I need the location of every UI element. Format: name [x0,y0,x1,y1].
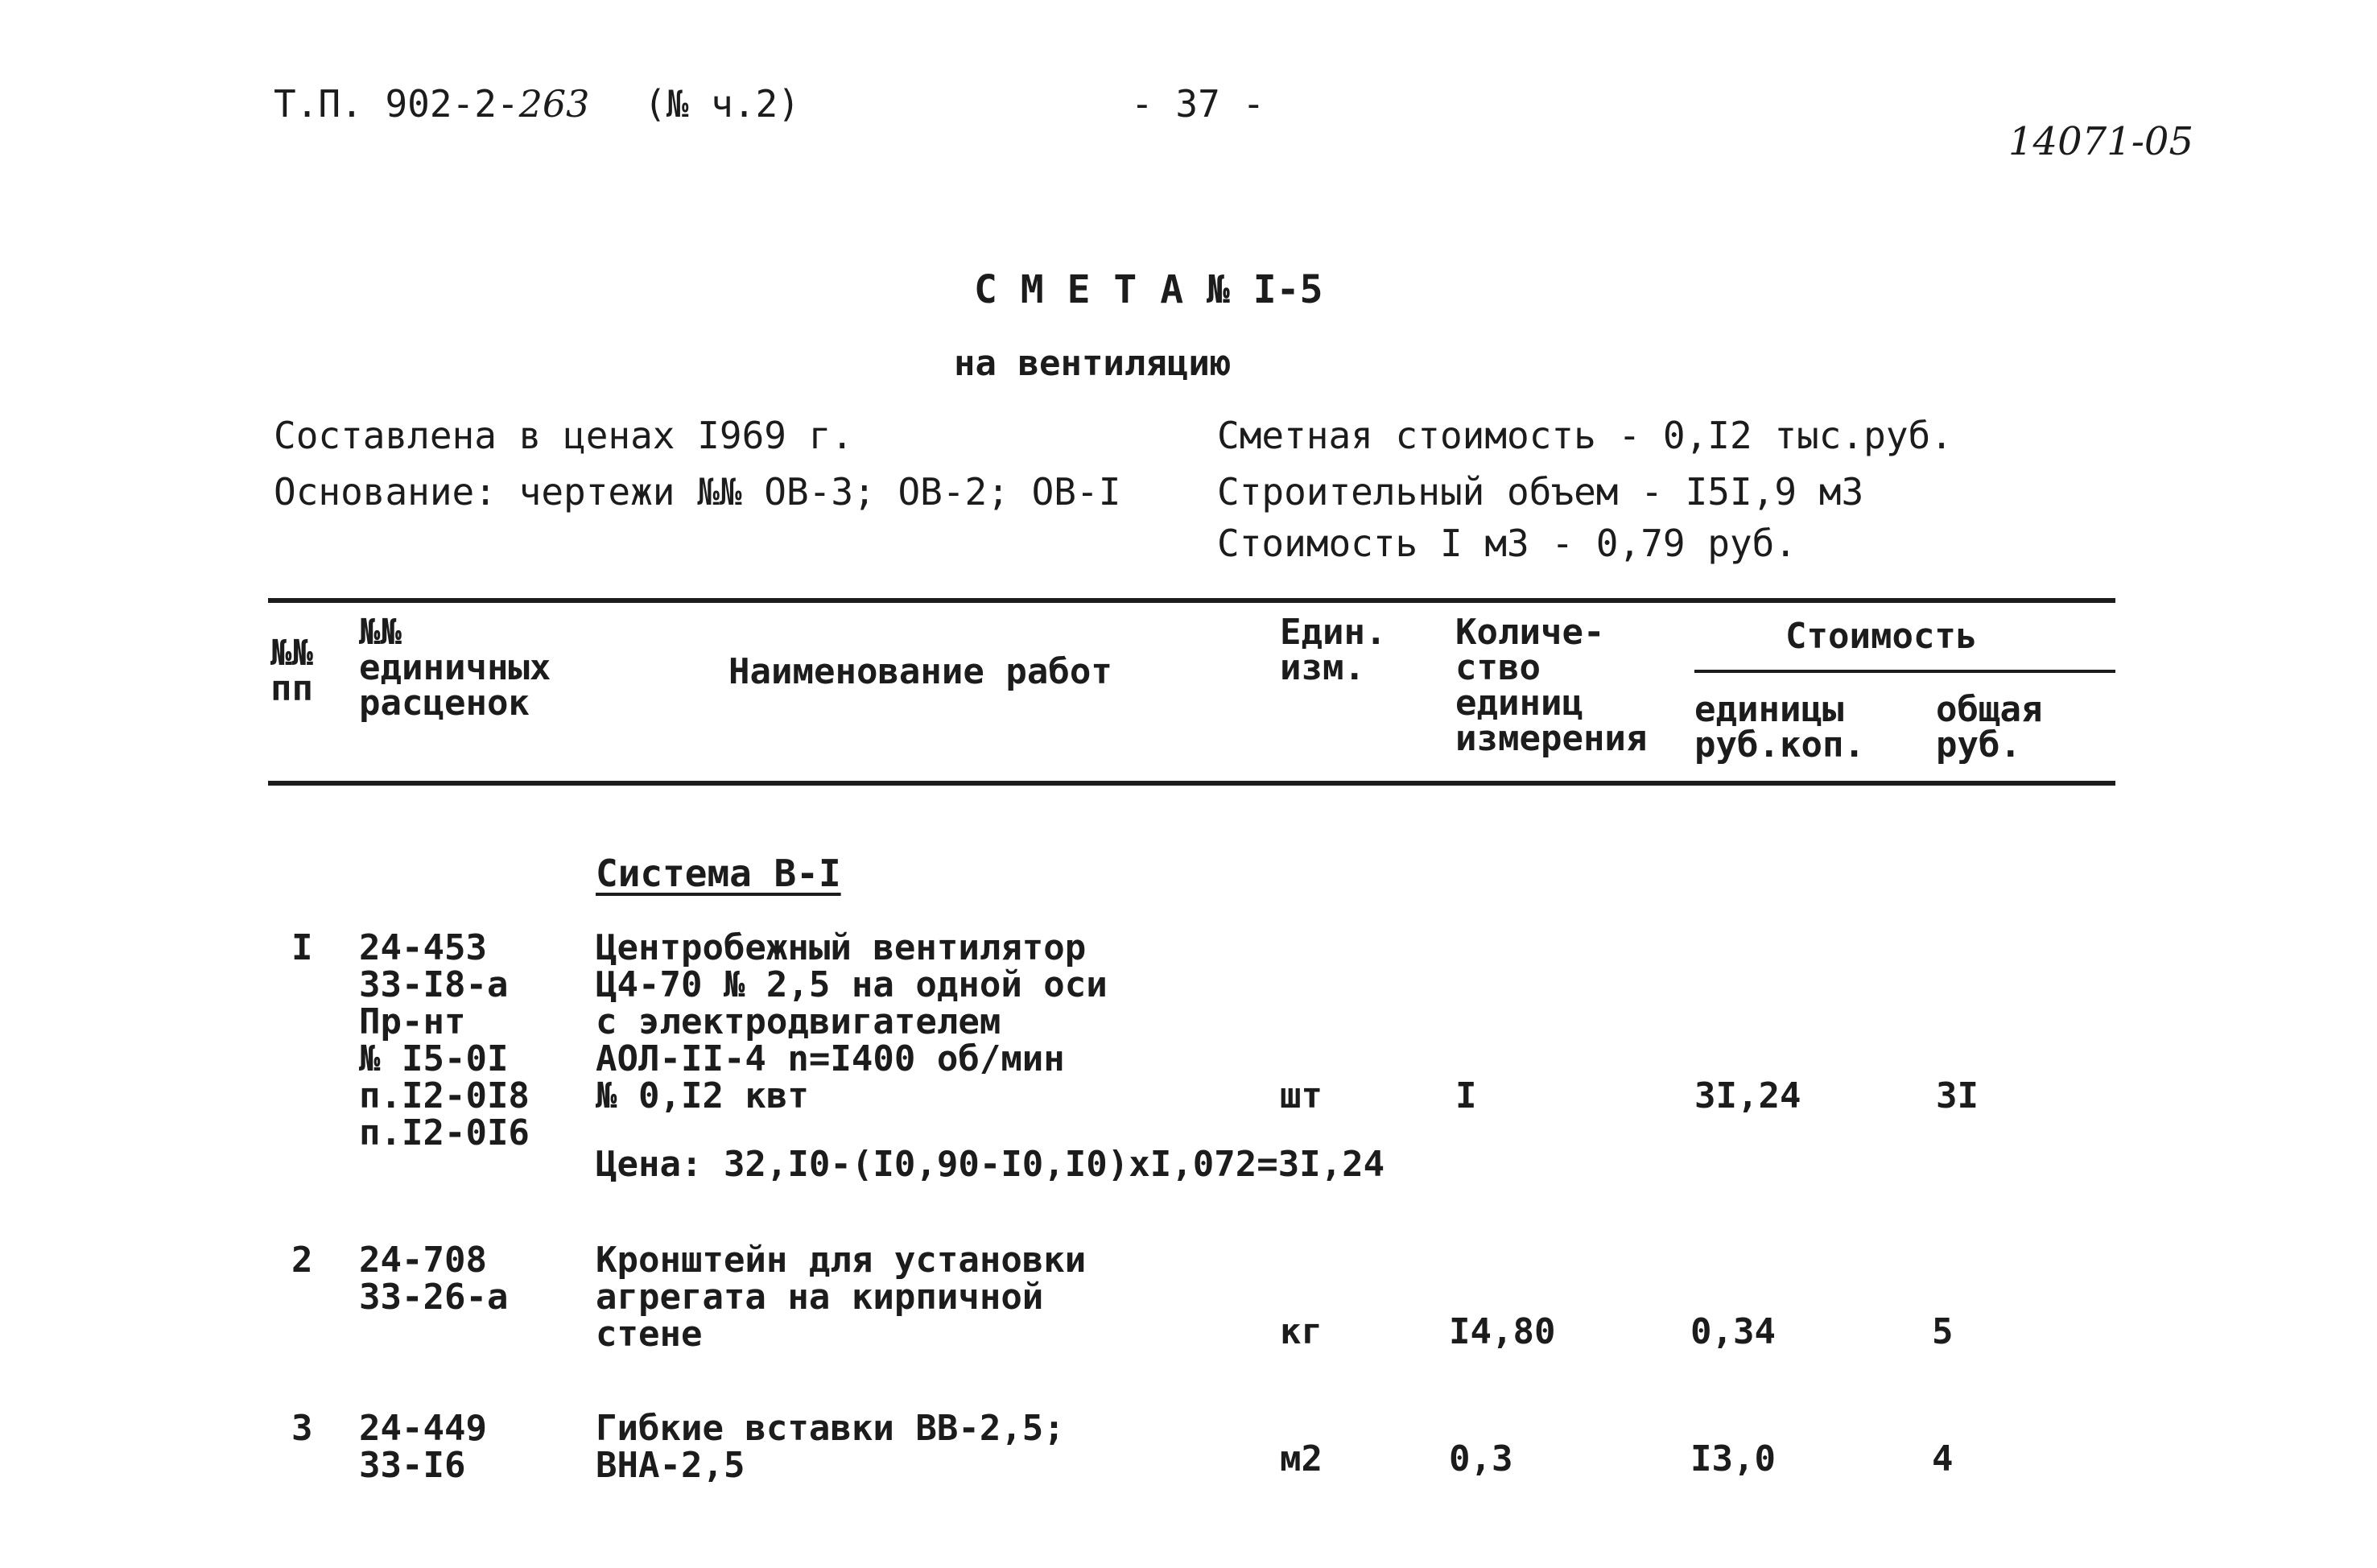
page-title: С М Е Т А № I-5 [974,267,1323,312]
row-quantity: I [1455,1075,1477,1116]
header-cost: Стоимость [1785,616,1978,657]
page-subtitle: на вентиляцию [954,343,1232,384]
row-unit: кг [1280,1311,1323,1352]
table-top-rule [268,598,2115,603]
row-unit-cost: 0,34 [1690,1311,1776,1352]
row-unit-rates: 24-449 33-I6 [359,1408,487,1486]
row-unit-rates: 24-453 33-I8-а Пр-нт № I5-0I п.I2-0I8 п.I2-0I6 [359,927,530,1153]
row-total-cost: 3I [1936,1075,1979,1116]
basis-info: Основание: чертежи №№ ОВ-3; ОВ-2; ОВ-I [274,470,1121,514]
table-header-bottom-rule [268,781,2115,786]
row-unit: шт [1280,1075,1323,1116]
building-volume: Строительный объем - I5I,9 м3 [1217,470,1864,514]
row-total-cost: 4 [1932,1438,1954,1479]
row-number: 3 [291,1408,313,1449]
row-price-note: Цена: 32,I0-(I0,90-I0,I0)xI,072=3I,24 [596,1144,1385,1185]
row-total-cost: 5 [1932,1311,1954,1352]
estimated-cost: Сметная стоимость - 0,I2 тыс.руб. [1217,414,1953,457]
prices-info: Составлена в ценах I969 г. [274,414,854,457]
header-unit-rates: №№ единичных расценок [359,612,551,724]
row-unit-rates: 24-708 33-26-а [359,1240,509,1318]
document-code-handwritten: 263 [518,82,590,126]
header-unit: Един. изм. [1280,612,1387,688]
document-code [274,82,590,126]
header-unit-cost: единицы руб.коп. [1694,689,1865,765]
document-code-prefix: Т.П. 902-2- [274,82,519,126]
document-part: (№ ч.2) [644,82,800,126]
row-unit-cost: I3,0 [1690,1438,1776,1479]
row-quantity: I4,80 [1449,1311,1556,1352]
cost-header-rule [1694,670,2115,673]
row-unit-cost: 3I,24 [1694,1075,1801,1116]
header-row-number: №№ пп [270,633,313,709]
header-total-cost: общая руб. [1936,689,2043,765]
row-number: I [291,927,313,968]
header-work-name: Наименование работ [728,651,1112,692]
row-work-name: Центробежный вентилятор Ц4-70 № 2,5 на одной оси с электродвигателем АОЛ-II-4 n=I400 об/мин № 0,I2 квт [596,927,1108,1116]
cost-per-m3: Стоимость I м3 - 0,79 руб. [1217,522,1797,565]
row-work-name: Гибкие вставки ВВ-2,5; ВНА-2,5 [596,1408,1065,1486]
archive-number: 14071-05 [2008,119,2193,164]
row-work-name: Кронштейн для установки агрегата на кирпичной стене [596,1240,1087,1355]
row-number: 2 [291,1240,313,1281]
section-heading: Система В-I [596,852,841,895]
header-quantity: Количе- ство единиц измерения [1455,612,1648,759]
row-unit: м2 [1280,1438,1323,1479]
row-quantity: 0,3 [1449,1438,1513,1479]
page-number: - 37 - [1131,82,1265,126]
